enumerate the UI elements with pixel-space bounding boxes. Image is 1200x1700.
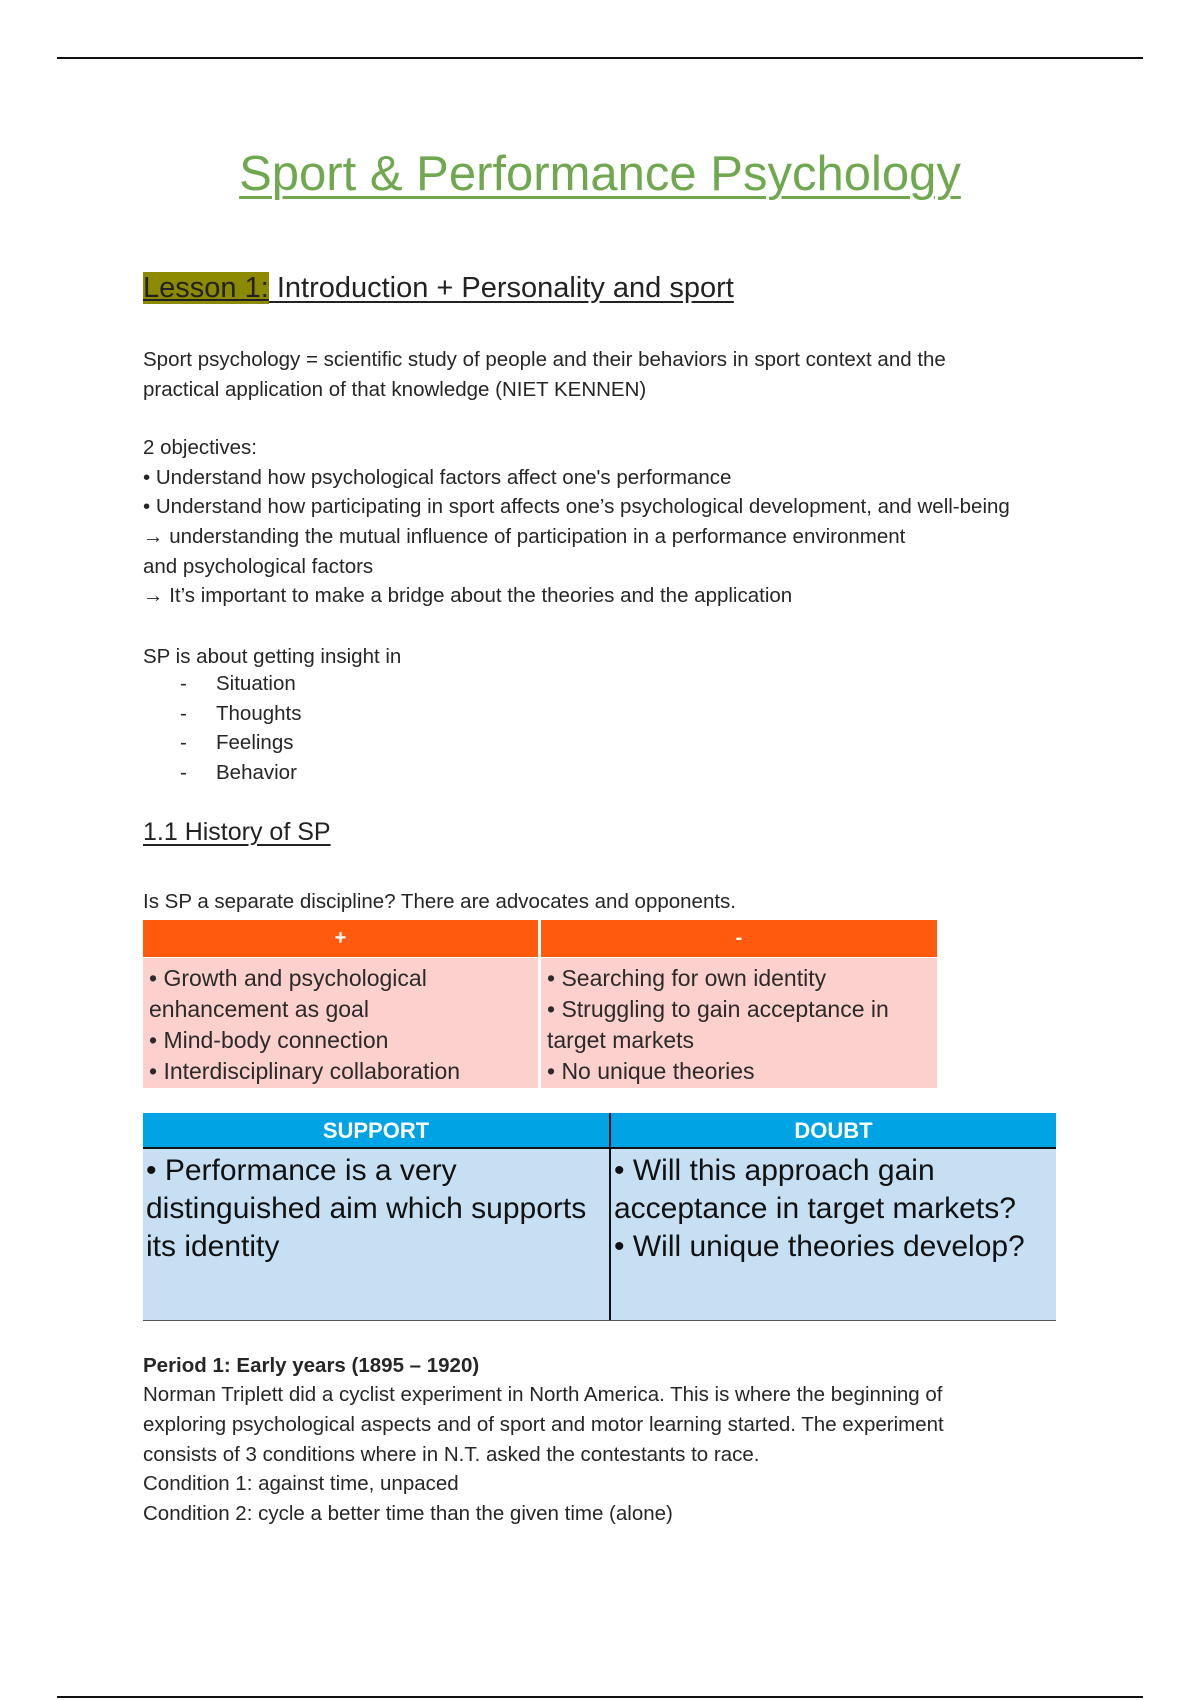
insight-heading: SP is about getting insight in xyxy=(143,645,402,668)
doubt-header: DOUBT xyxy=(611,1113,1056,1149)
objective-line: → It’s important to make a bridge about the theories and the application xyxy=(143,584,793,607)
pro-header: + xyxy=(143,920,538,957)
support-doubt-table xyxy=(143,1113,1056,1321)
support-header: SUPPORT xyxy=(143,1113,609,1149)
period-heading: Period 1: Early years (1895 – 1920) xyxy=(143,1354,480,1377)
table-divider xyxy=(609,1113,611,1321)
objectives-heading: 2 objectives: xyxy=(143,436,257,459)
definition-line-1: Sport psychology = scientific study of people and their behaviors in sport context and the xyxy=(143,348,946,371)
period-line: Norman Triplett did a cyclist experiment in North America. This is where the beginning of xyxy=(143,1383,943,1406)
list-item: - Feelings xyxy=(180,731,294,754)
list-item: - Situation xyxy=(180,672,296,695)
lesson-title: Introduction + Personality and sport xyxy=(268,272,734,304)
table-bottom-border xyxy=(143,1320,1056,1321)
history-heading: 1.1 History of SP xyxy=(143,818,331,846)
pro-cell: • Growth and psychological enhancement as goal • Mind-body connection • Interdisciplinary collaboration xyxy=(143,958,538,1088)
list-item: - Behavior xyxy=(180,761,297,784)
objective-line: → understanding the mutual influence of participation in a performance environment xyxy=(143,525,906,548)
objective-line: and psychological factors xyxy=(143,555,374,578)
period-line: Condition 2: cycle a better time than the given time (alone) xyxy=(143,1502,673,1525)
lesson-heading xyxy=(143,272,734,305)
lesson-label-highlight: Lesson 1: xyxy=(143,272,269,304)
doubt-cell: • Will this approach gain acceptance in target markets? • Will unique theories develop? xyxy=(611,1149,1056,1321)
list-item: - Thoughts xyxy=(180,702,302,725)
period-line: Condition 1: against time, unpaced xyxy=(143,1472,459,1495)
pro-con-table xyxy=(143,920,937,1088)
objective-line: • Understand how participating in sport affects one’s psychological development, and well-being xyxy=(143,495,1010,518)
bottom-rule xyxy=(57,1696,1143,1698)
definition-line-2: practical application of that knowledge (NIET KENNEN) xyxy=(143,378,647,401)
document-title: Sport & Performance Psychology xyxy=(239,147,961,201)
support-cell: • Performance is a very distinguished aim which supports its identity xyxy=(143,1149,609,1321)
top-rule xyxy=(57,57,1143,59)
con-header: - xyxy=(541,920,937,957)
period-line: exploring psychological aspects and of sport and motor learning started. The experiment xyxy=(143,1413,944,1436)
period-line: consists of 3 conditions where in N.T. asked the contestants to race. xyxy=(143,1443,760,1466)
history-question: Is SP a separate discipline? There are advocates and opponents. xyxy=(143,890,736,913)
objective-line: • Understand how psychological factors affect one's performance xyxy=(143,466,732,489)
con-cell: • Searching for own identity • Struggling to gain acceptance in target markets • No unique theories xyxy=(541,958,937,1088)
